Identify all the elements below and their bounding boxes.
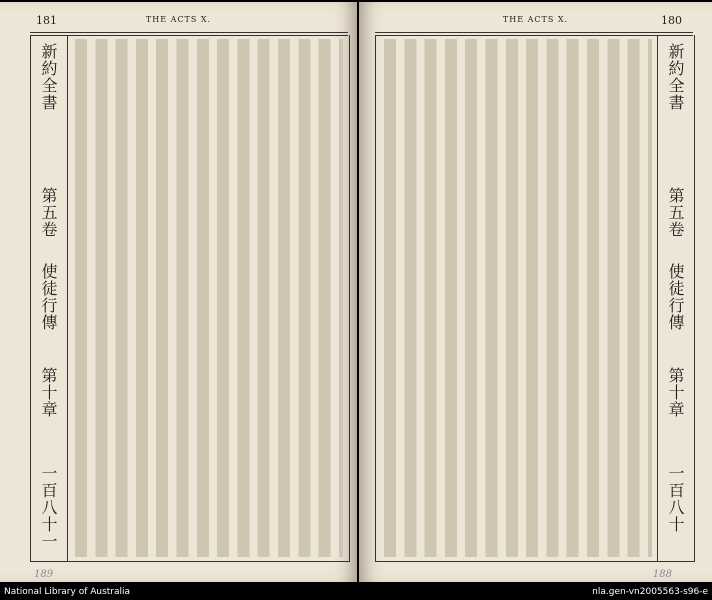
- right-book-name: 使徒行傳: [666, 263, 685, 331]
- left-book-title: 新約全書: [39, 43, 58, 111]
- left-volume: 第五卷: [39, 187, 58, 238]
- right-chapter: 第十章: [666, 367, 685, 418]
- footer-library-name: National Library of Australia: [4, 587, 131, 597]
- left-running-head: THE ACTS X.: [145, 15, 212, 24]
- right-text-frame: [375, 35, 695, 562]
- left-pencil-note: 189: [34, 569, 54, 580]
- library-footer: [0, 584, 712, 600]
- left-column-divider: [67, 35, 68, 561]
- right-main-text-block: [382, 39, 652, 557]
- right-running-head: THE ACTS X.: [502, 15, 569, 24]
- right-volume: 第五卷: [666, 187, 685, 238]
- left-folio: 一百八十一: [39, 465, 58, 550]
- left-text-frame: [30, 35, 350, 562]
- left-page-header: [0, 12, 357, 30]
- right-page-header: [359, 12, 712, 30]
- left-book-name: 使徒行傳: [39, 263, 58, 331]
- right-folio: 一百八十: [666, 465, 685, 533]
- left-marginal-column: [31, 35, 67, 561]
- left-page: [0, 2, 357, 582]
- right-marginal-column: [658, 35, 694, 561]
- left-page-number: 181: [36, 14, 57, 27]
- right-pencil-note: 188: [652, 569, 672, 580]
- right-book-title: 新約全書: [666, 43, 685, 111]
- right-page-number: 180: [661, 14, 682, 27]
- left-chapter: 第十章: [39, 367, 58, 418]
- right-page: [359, 2, 712, 582]
- left-main-text-block: [73, 39, 343, 557]
- footer-identifier: nla.gen-vn2005563-s96-e: [592, 587, 708, 597]
